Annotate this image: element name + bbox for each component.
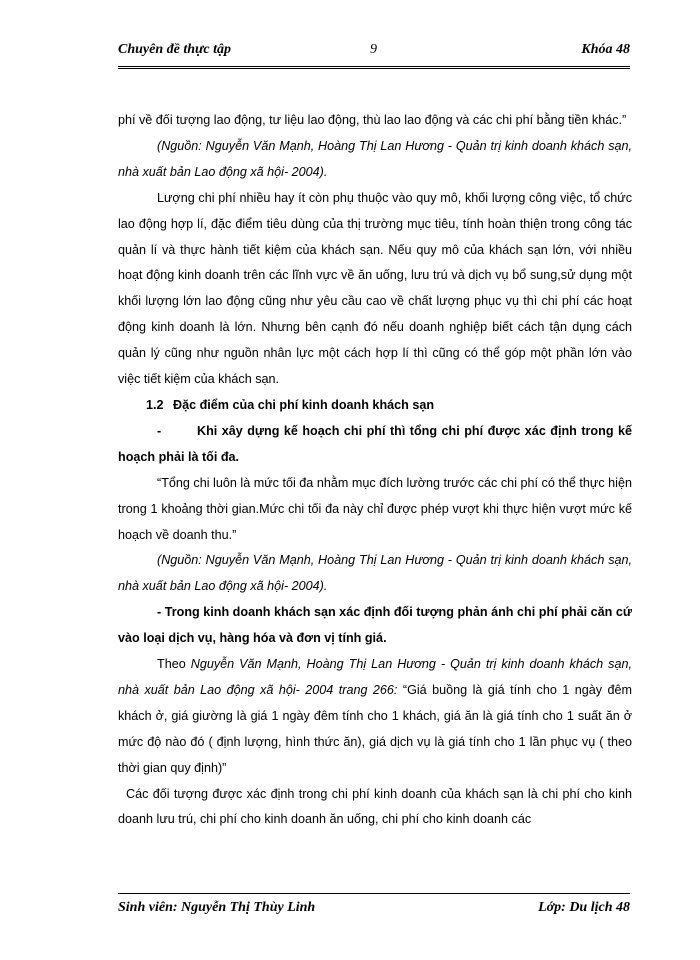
paragraph: Các đối tượng được xác định trong chi phí kinh doanh của khách sạn là chi phí cho kinh doanh lưu trú, chi phí cho kinh doanh ăn uống, chi phí cho kinh doanh các <box>118 786 632 827</box>
paragraph <box>118 652 632 782</box>
header-rule <box>118 66 630 69</box>
section-heading <box>118 393 632 419</box>
page-number: 9 <box>370 42 377 57</box>
paragraph: Lượng chi phí nhiều hay ít còn phụ thuộc vào quy mô, khối lượng công việc, tổ chức lao động hợp lí, đặc điểm tiêu dùng của thị trường mục tiêu, tính hoàn thiện trong công tác quản lí và thực hành tiết kiệm của khách sạn. Nếu quy mô của khách sạn lớn, với nhiều hoạt động kinh doanh trên các lĩnh vực về ăn uống, lưu trú và dịch vụ bổ sung,sử dụng một khối lượng lớn lao động cũng như yêu cầu cao về chất lượng phục vụ thì chi phí các hoạt động kinh doanh là lớn. Nhưng bên cạnh đó nếu doanh nghiệp biết cách tận dụng cách quản lý cũng như nguồn nhân lực một cách hợp lí thì cũng có thể góp một phần lớn vào việc tiết kiệm của khách sạn. <box>118 190 632 387</box>
quote-text: “Giá buồng là giá tính cho 1 ngày đêm khách ở, giá giường là giá 1 ngày đêm tính cho 1 khách, giá ăn là giá tính cho 1 suất ăn ở mức độ nào đó ( định lượng, hình thức ăn), giá dịch vụ là giá tính cho 1 lần phục vụ ( theo thời gian quy định)” <box>118 682 632 775</box>
bold-point: - Trong kinh doanh khách sạn xác định đối tượng phản ánh chi phí phải căn cứ vào loại dịch vụ, hàng hóa và đơn vị tính giá. <box>118 605 632 646</box>
class-name: Lớp: Du lịch 48 <box>538 900 630 915</box>
footer-rule <box>118 893 630 894</box>
bold-point: - Khi xây dựng kế hoạch chi phí thì tổng chi phí được xác định trong kế hoạch phải là tối đa. <box>118 423 636 464</box>
page-footer <box>118 900 630 922</box>
paragraph-lead: Theo <box>157 657 191 672</box>
student-name: Sinh viên: Nguyễn Thị Thùy Linh <box>118 900 316 915</box>
citation: (Nguồn: Nguyễn Văn Mạnh, Hoàng Thị Lan Hương - Quản trị kinh doanh khách sạn, nhà xuất bản Lao động xã hội- 2004). <box>118 138 632 179</box>
document-body <box>118 108 636 833</box>
paragraph: phí về đối tượng lao động, tư liệu lao động, thù lao lao động và các chi phí bằng tiền khác.” <box>118 113 627 127</box>
citation: (Nguồn: Nguyễn Văn Mạnh, Hoàng Thị Lan Hương - Quản trị kinh doanh khách sạn, nhà xuất bản Lao động xã hội- 2004). <box>118 553 632 594</box>
page-header <box>118 40 630 62</box>
section-title: Đặc điểm của chi phí kinh doanh khách sạn <box>173 397 435 412</box>
inline-citation: Nguyễn Văn Mạnh, Hoàng Thị Lan Hương - Quản trị kinh doanh khách sạn, nhà xuất bản Lao động xã hội- 2004 trang 266: <box>118 657 632 697</box>
header-course: Khóa 48 <box>581 42 630 57</box>
header-title: Chuyên đề thực tập <box>118 42 232 57</box>
quote-paragraph: “Tổng chi luôn là mức tối đa nhằm mục đích lường trước các chi phí có thể thực hiện trong 1 khoảng thời gian.Mức chi tối đa này chỉ được phép vượt khi thực hiện vượt mức kế hoạch về doanh thu.” <box>118 475 632 542</box>
section-number: 1.2 <box>146 397 164 412</box>
